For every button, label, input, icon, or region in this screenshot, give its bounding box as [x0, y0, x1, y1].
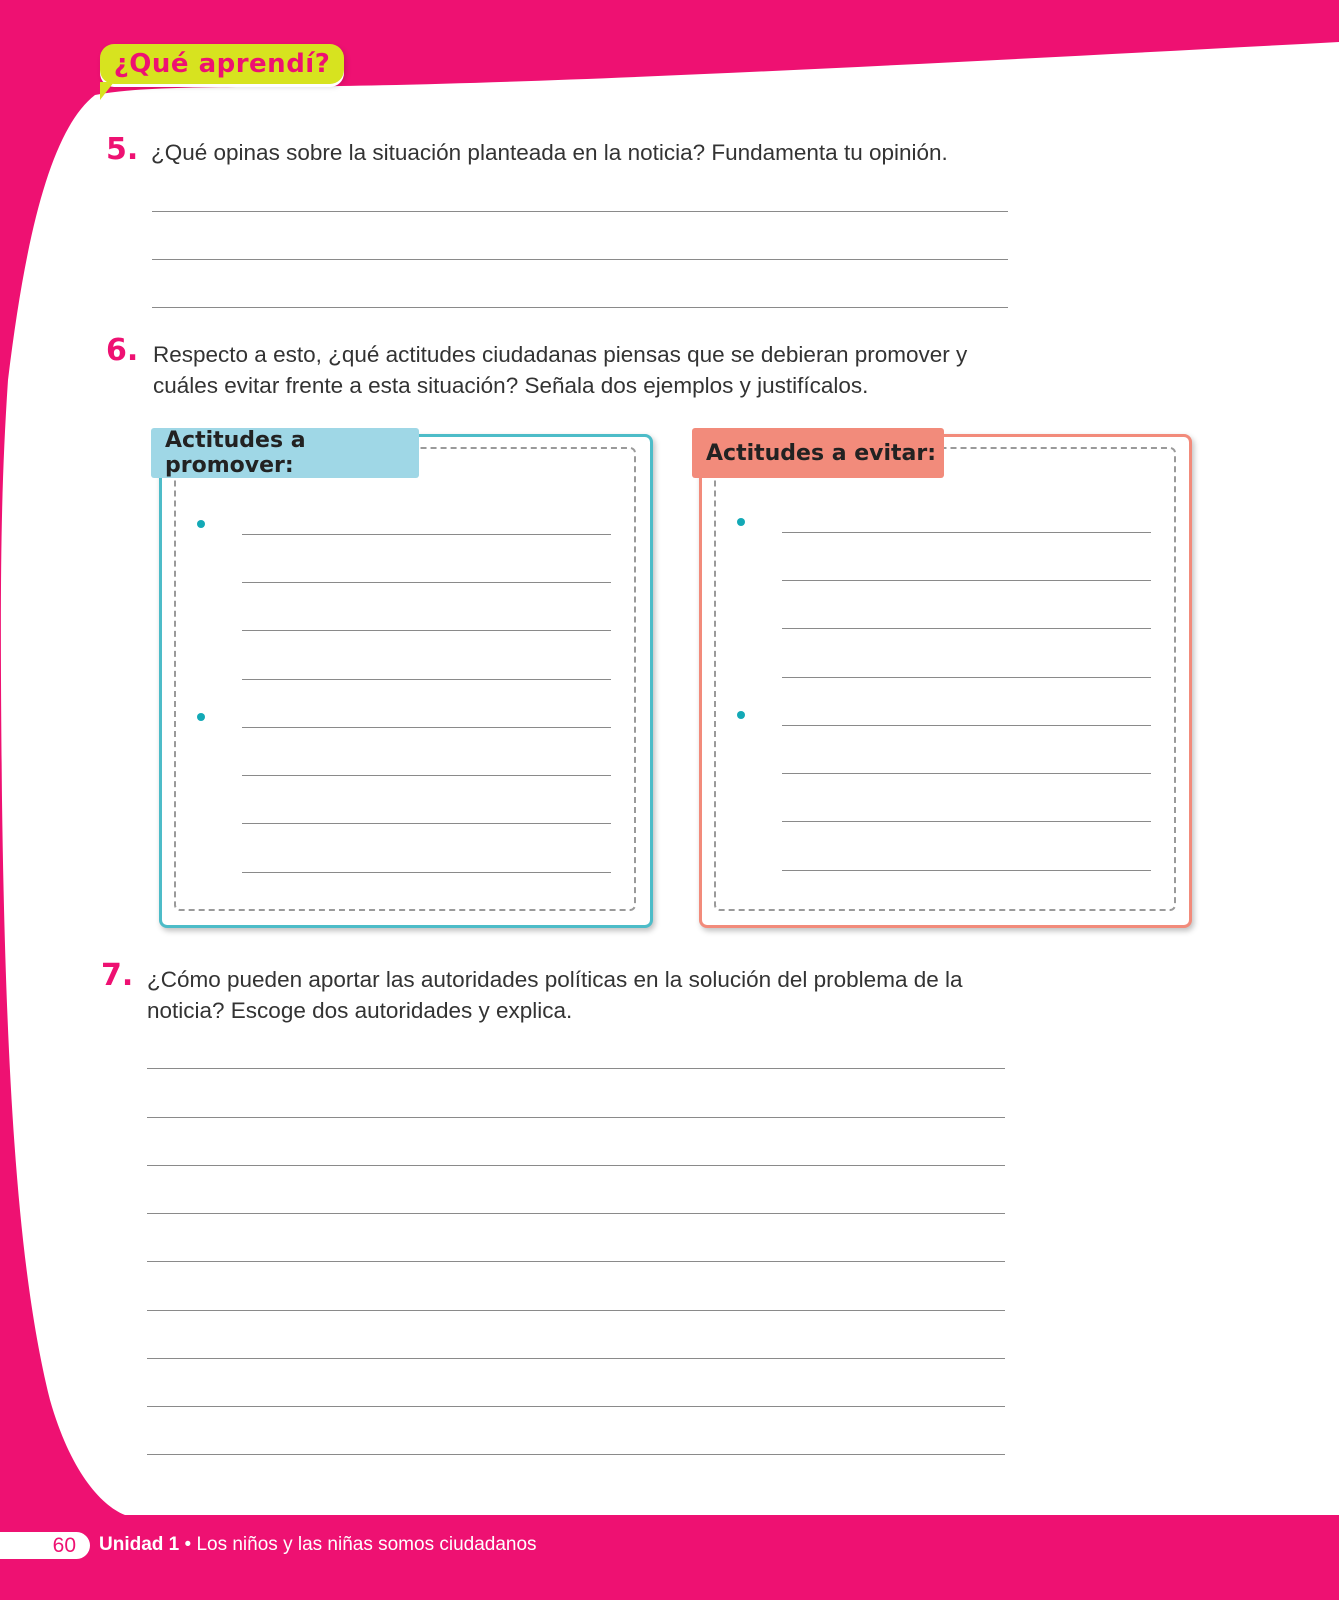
question-5-text: ¿Qué opinas sobre la situación planteada en la noticia? Fundamenta tu opinión.	[151, 140, 948, 165]
question-7-number: 7.	[101, 958, 134, 993]
answer-line[interactable]	[147, 1068, 1005, 1069]
question-6-text-line-2: cuáles evitar frente a esta situación? Señala dos ejemplos y justifícalos.	[153, 373, 869, 398]
answer-line[interactable]	[782, 725, 1151, 726]
answer-line[interactable]	[242, 775, 611, 776]
answer-line[interactable]	[147, 1454, 1005, 1455]
answer-line[interactable]	[152, 259, 1008, 260]
answer-line[interactable]	[782, 628, 1151, 629]
section-badge-text: ¿Qué aprendí?	[113, 49, 331, 79]
bullet-icon	[737, 711, 745, 719]
answer-line[interactable]	[782, 677, 1151, 678]
bullet-icon	[737, 518, 745, 526]
avoid-box-label: Actitudes a evitar:	[692, 428, 944, 478]
answer-line[interactable]	[152, 307, 1008, 308]
answer-line[interactable]	[782, 870, 1151, 871]
answer-line[interactable]	[147, 1406, 1005, 1407]
question-5-number: 5.	[106, 132, 139, 167]
footer-caption	[99, 1534, 537, 1556]
answer-line[interactable]	[242, 582, 611, 583]
answer-line[interactable]	[242, 679, 611, 680]
question-7-text-line-1: ¿Cómo pueden aportar las autoridades políticas en la solución del problema de la	[147, 967, 963, 992]
answer-line[interactable]	[242, 534, 611, 535]
answer-line[interactable]	[147, 1165, 1005, 1166]
promote-box	[159, 434, 653, 928]
answer-line[interactable]	[147, 1358, 1005, 1359]
question-6-text-line-1: Respecto a esto, ¿qué actitudes ciudadanas piensas que se debieran promover y	[153, 342, 968, 367]
page-number-text: 60	[52, 1533, 76, 1557]
answer-line[interactable]	[782, 821, 1151, 822]
answer-line[interactable]	[242, 727, 611, 728]
bullet-icon	[197, 713, 205, 721]
answer-line[interactable]	[782, 580, 1151, 581]
footer-separator: •	[179, 1534, 197, 1555]
answer-line[interactable]	[147, 1117, 1005, 1118]
section-badge	[100, 44, 344, 84]
answer-line[interactable]	[242, 630, 611, 631]
footer-bar	[0, 1515, 1339, 1600]
answer-line[interactable]	[782, 532, 1151, 533]
question-6-number: 6.	[106, 333, 139, 368]
promote-box-label: Actitudes a promover:	[151, 428, 419, 478]
answer-line[interactable]	[152, 211, 1008, 212]
answer-line[interactable]	[147, 1310, 1005, 1311]
answer-line[interactable]	[782, 773, 1151, 774]
page-number	[0, 1532, 90, 1559]
answer-line[interactable]	[242, 872, 611, 873]
avoid-box	[699, 434, 1192, 928]
question-7-text-line-2: noticia? Escoge dos autoridades y explica.	[147, 998, 573, 1023]
answer-line[interactable]	[147, 1261, 1005, 1262]
bullet-icon	[197, 520, 205, 528]
answer-line[interactable]	[147, 1213, 1005, 1214]
footer-title: Los niños y las niñas somos ciudadanos	[196, 1534, 537, 1555]
answer-line[interactable]	[242, 823, 611, 824]
footer-unit: Unidad 1	[99, 1534, 180, 1555]
